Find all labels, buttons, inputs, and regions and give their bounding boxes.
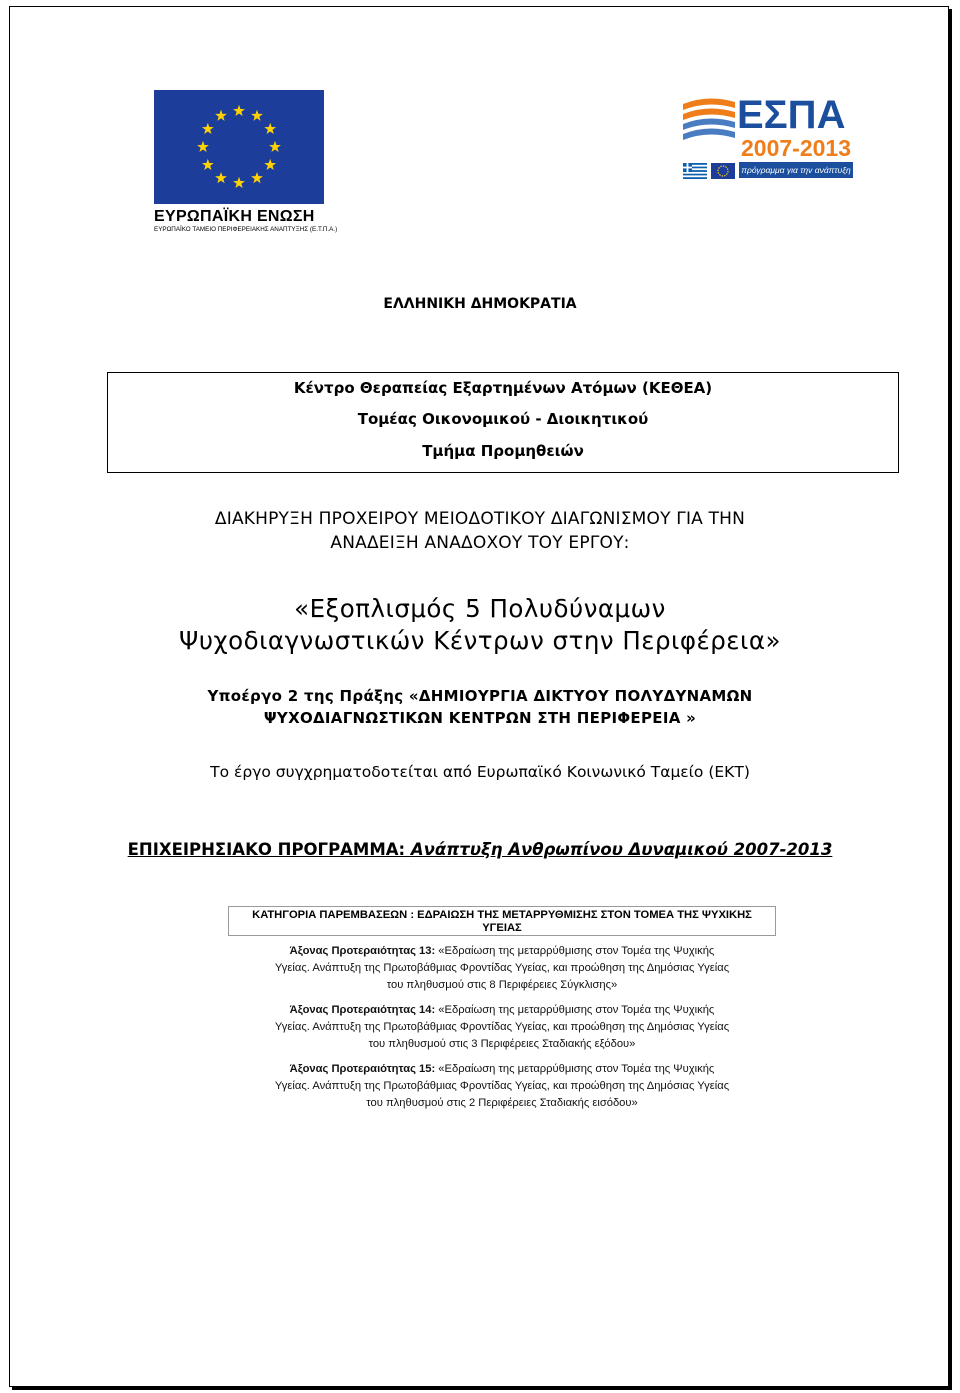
operational-programme-label: ΕΠΙΧΕΙΡΗΣΙΑΚΟ ΠΡΟΓΡΑΜΜΑ: (127, 840, 411, 859)
organization-name: Κέντρο Θεραπείας Εξαρτημένων Ατόμων (ΚΕΘΕΑ) (293, 379, 713, 397)
greek-flag-icon (683, 163, 707, 179)
priority-axis-text: Υγείας. Ανάπτυξη της Πρωτοβάθμιας Φροντίδας Υγείας, και προώθηση της Δημόσιας Υγείας (274, 1021, 730, 1033)
project-title-line: Ψυχοδιαγνωστικών Κέντρων στην Περιφέρεια» (179, 626, 781, 655)
priority-axis-text: του πληθυσμού στις 3 Περιφέρειες Σταδιακής εξόδου» (368, 1038, 636, 1050)
subproject-line: ΨΥΧΟΔΙΑΓΝΩΣΤΙΚΩΝ ΚΕΝΤΡΩΝ ΣΤΗ ΠΕΡΙΦΕΡΕΙΑ » (263, 709, 697, 727)
announcement-line: ΑΝΑΔΕΙΞΗ ΑΝΑΔΟΧΟΥ ΤΟΥ ΕΡΓΟΥ: (330, 533, 630, 553)
priority-axis-text: «Εδραίωση της μεταρρύθμισης στον Τομέα της Ψυχικής (435, 1063, 715, 1075)
category-header-line: ΚΑΤΗΓΟΡΙΑ ΠΑΡΕΜΒΑΣΕΩΝ : ΕΔΡΑΙΩΣΗ ΤΗΣ ΜΕΤΑΡΡΥΘΜΙΣΗΣ ΣΤΟΝ ΤΟΜΕΑ ΤΗΣ ΨΥΧΙΚΗΣ (252, 909, 752, 921)
priority-axis-text: «Εδραίωση της μεταρρύθμισης στον Τομέα της Ψυχικής (435, 1004, 715, 1016)
operational-programme-name: Ανάπτυξη Ανθρωπίνου Δυναμικού 2007-2013 (410, 840, 833, 859)
priority-axis-text: «Εδραίωση της μεταρρύθμισης στον Τομέα της Ψυχικής (435, 945, 715, 957)
priority-axis-text: του πληθυσμού στις 2 Περιφέρειες Σταδιακής εισόδου» (366, 1097, 638, 1109)
announcement-line: ΔΙΑΚΗΡΥΞΗ ΠΡΟΧΕΙΡΟΥ ΜΕΙΟΔΟΤΙΚΟΥ ΔΙΑΓΩΝΙΣΜΟΥ ΓΙΑ ΤΗΝ (214, 509, 746, 529)
priority-axis-label: Άξονας Προτεραιότητας 13: (289, 945, 436, 957)
priority-axis (228, 1002, 776, 1053)
priority-axis-label: Άξονας Προτεραιότητας 14: (289, 1004, 436, 1016)
priority-axis-text: Υγείας. Ανάπτυξη της Πρωτοβάθμιας Φροντίδας Υγείας, και προώθηση της Δημόσιας Υγείας (274, 1080, 730, 1092)
project-title (0, 593, 960, 657)
project-title-line: «Εξοπλισμός 5 Πολυδύναμων (294, 594, 666, 623)
funding-statement: Το έργο συγχρηματοδοτείται από Ευρωπαϊκό Κοινωνικό Ταμείο (ΕΚΤ) (210, 763, 750, 781)
priority-axis (228, 1061, 776, 1112)
eu-subtitle: ΕΥΡΩΠΑΪΚΟ ΤΑΜΕΙΟ ΠΕΡΙΦΕΡΕΙΑΚΗΣ ΑΝΑΠΤΥΞΗΣ (Ε.Τ.Π.Α.) (154, 226, 338, 233)
organization-box (107, 372, 899, 473)
category-table (228, 906, 776, 1116)
priority-axis-text: Υγείας. Ανάπτυξη της Πρωτοβάθμιας Φροντίδας Υγείας, και προώθηση της Δημόσιας Υγείας (274, 962, 730, 974)
eu-small-flag-icon (711, 163, 735, 179)
espa-wordmark-icon (683, 92, 853, 162)
eu-title: ΕΥΡΩΠΑΪΚΗ ΕΝΩΣΗ (154, 208, 315, 225)
organization-department: Τμήμα Προμηθειών (422, 442, 584, 460)
espa-logo (683, 92, 853, 182)
espa-name: ΕΣΠΑ (737, 93, 846, 137)
category-header (228, 906, 776, 936)
announcement (0, 507, 960, 555)
organization-sector: Τομέας Οικονομικού - Διοικητικού (357, 410, 649, 428)
espa-years: 2007-2013 (741, 135, 851, 161)
category-header-line: ΥΓΕΙΑΣ (482, 922, 522, 934)
republic-heading: ΕΛΛΗΝΙΚΗ ΔΗΜΟΚΡΑΤΙΑ (383, 296, 577, 312)
eu-logo (154, 90, 338, 234)
priority-axis-text: του πληθυσμού στις 8 Περιφέρειες Σύγκλισης» (386, 979, 618, 991)
operational-programme (0, 840, 960, 859)
eu-flag-icon (154, 90, 324, 204)
priority-axis (228, 943, 776, 994)
subproject (0, 685, 960, 729)
espa-tagline: πρόγραμμα για την ανάπτυξη (739, 162, 853, 178)
subproject-line: Υποέργο 2 της Πράξης «ΔΗΜΙΟΥΡΓΙΑ ΔΙΚΤΥΟΥ ΠΟΛΥΔΥΝΑΜΩΝ (207, 687, 753, 705)
priority-axis-label: Άξονας Προτεραιότητας 15: (289, 1063, 436, 1075)
